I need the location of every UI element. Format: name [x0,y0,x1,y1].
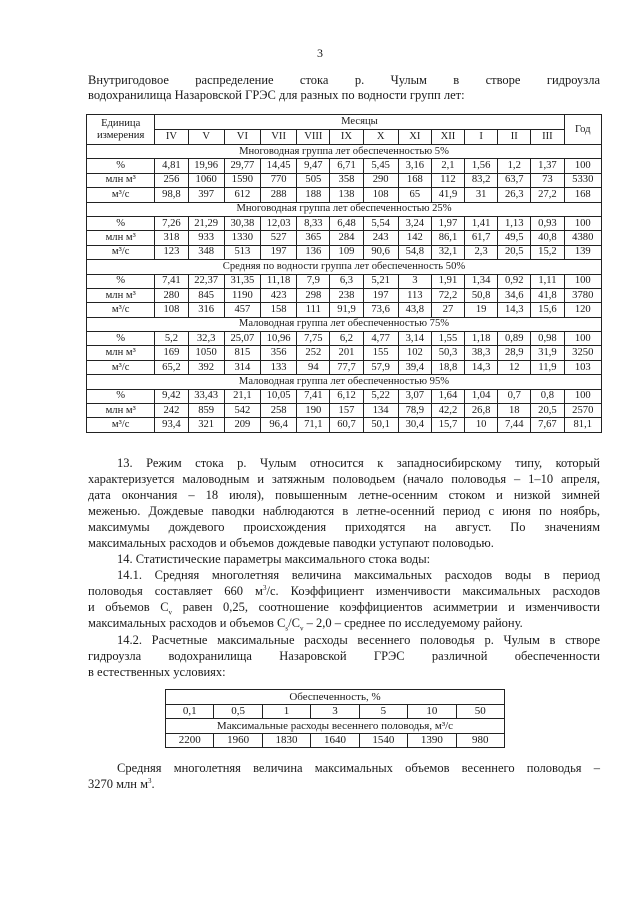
page-number: 3 [317,46,323,60]
value-cell: 138 [330,188,363,202]
probability-cell: 3 [311,704,359,719]
value-cell: 6,71 [330,159,363,173]
value-cell: 3 [398,274,431,288]
year-cell: 3250 [564,346,601,360]
unit-header-line-2: измерения [97,129,145,141]
value-cell: 7,41 [297,389,330,403]
months-row [87,130,602,145]
paragraph-14: 14. Статистические параметры максимального стока воды: [117,552,431,566]
value-cell: 513 [224,245,260,259]
year-cell: 100 [564,216,601,230]
p142-line-2: гидроузла водохранилища Назаровской ГРЭС различной обеспеченности [88,649,600,663]
p141-line-2: половодья составляет 660 $м^3/с$. Коэффициент изменчивости максимальных расходов [88,583,601,598]
group-title-row [87,317,602,331]
value-cell: 1,04 [465,389,498,403]
unit-header-line-1: Единица [101,117,141,129]
value-cell: 27,2 [531,188,564,202]
value-cell: 190 [297,404,330,418]
discharge-value-cell: 1540 [359,733,407,748]
value-cell: 290 [363,173,398,187]
value-cell: 41,9 [431,188,464,202]
value-cell: 31,9 [531,346,564,360]
group-title: Маловодная группа лет обеспеченностью 75% [87,317,602,331]
unit-cell: м³/с [87,188,155,202]
unit-cell: м³/с [87,303,155,317]
value-cell: 256 [155,173,188,187]
value-cell: 1,11 [531,274,564,288]
p13-line-6: максимальных расходов и объемов дождевые паводки уступают половодью. [88,536,494,550]
probability-header: Обеспеченность, % [166,690,505,705]
value-cell: 1050 [188,346,224,360]
value-cell: 73,6 [363,303,398,317]
value-cell: 1,2 [498,159,531,173]
month-header-cell: IX [330,130,363,145]
value-cell: 18 [498,404,531,418]
value-cell: 397 [188,188,224,202]
year-cell: 4380 [564,231,601,245]
value-cell: 33,43 [188,389,224,403]
p141-line-4: максимальных расходов и объемов $C_s/C_v - 2,0$ – среднее по исследуемому району. [88,616,523,633]
table-row [87,159,602,173]
value-cell: 108 [155,303,188,317]
value-cell: 1,18 [465,332,498,346]
value-cell: 136 [297,245,330,259]
group-title: Многоводная группа лет обеспеченностью 25% [87,202,602,216]
value-cell: 3,07 [398,389,431,403]
value-cell: 86,1 [431,231,464,245]
year-cell: 81,1 [564,418,601,432]
year-cell: 168 [564,188,601,202]
value-cell: 50,1 [363,418,398,432]
value-cell: 32,3 [188,332,224,346]
year-cell: 120 [564,303,601,317]
value-cell: 29,77 [224,159,260,173]
value-cell: 5,22 [363,389,398,403]
final-line-2: 3270 млн $м^3$. [88,776,155,791]
unit-cell: м³/с [87,245,155,259]
value-cell: 1,64 [431,389,464,403]
value-cell: 188 [297,188,330,202]
year-cell: 3780 [564,288,601,302]
discharge-values-row [166,733,505,748]
value-cell: 10,05 [261,389,297,403]
value-cell: 77,7 [330,360,363,374]
value-cell: 14,3 [498,303,531,317]
intro-line-1: Внутригодовое распределение стока р. Чулым в створе гидроузла [88,73,600,87]
value-cell: 348 [188,245,224,259]
value-cell: 0,7 [498,389,531,403]
value-cell: 155 [363,346,398,360]
group-title-row [87,375,602,389]
value-cell: 1,13 [498,216,531,230]
value-cell: 57,9 [363,360,398,374]
value-cell: 5,21 [363,274,398,288]
value-cell: 4,81 [155,159,188,173]
value-cell: 298 [297,288,330,302]
value-cell: 12 [498,360,531,374]
table-row [87,231,602,245]
month-header-cell: VII [261,130,297,145]
value-cell: 284 [330,231,363,245]
value-cell: 18,8 [431,360,464,374]
value-cell: 859 [188,404,224,418]
value-cell: 31,35 [224,274,260,288]
probability-cell: 50 [456,704,504,719]
p13-line-3: дата окончания – 18 июля), повышенным летне-осенним стоком и низкой зимней [88,488,600,502]
value-cell: 7,41 [155,274,188,288]
value-cell: 1,34 [465,274,498,288]
group-title: Многоводная группа лет обеспеченностью 5% [87,145,602,159]
value-cell: 288 [261,188,297,202]
value-cell: 0,8 [531,389,564,403]
value-cell: 50,8 [465,288,498,302]
probability-cell: 5 [359,704,407,719]
value-cell: 98,8 [155,188,188,202]
paragraph-14-1 [88,567,600,631]
value-cell: 612 [224,188,260,202]
value-cell: 72,2 [431,288,464,302]
p142-line-3: в естественных условиях: [88,665,226,679]
unit-cell: млн м³ [87,231,155,245]
value-cell: 201 [330,346,363,360]
months-header: Месяцы [155,115,564,130]
value-cell: 280 [155,288,188,302]
value-cell: 158 [261,303,297,317]
value-cell: 356 [261,346,297,360]
value-cell: 49,5 [498,231,531,245]
value-cell: 1,56 [465,159,498,173]
value-cell: 6,2 [330,332,363,346]
value-cell: 365 [297,231,330,245]
month-header-cell: IV [155,130,188,145]
value-cell: 258 [261,404,297,418]
value-cell: 7,26 [155,216,188,230]
month-header-cell: XI [398,130,431,145]
table-row [87,360,602,374]
value-cell: 41,8 [531,288,564,302]
p13-line-4: меженью. Дождевые паводки наблюдаются в летне-осенний период с июня по ноябрь, [88,504,600,518]
value-cell: 65 [398,188,431,202]
value-cell: 933 [188,231,224,245]
value-cell: 39,4 [398,360,431,374]
unit-cell: млн м³ [87,404,155,418]
value-cell: 3,24 [398,216,431,230]
table-row [87,216,602,230]
max-discharge-table [165,689,505,748]
value-cell: 1,97 [431,216,464,230]
value-cell: 197 [363,288,398,302]
flow-distribution-table [86,114,602,433]
month-header-cell: XII [431,130,464,145]
unit-cell: м³/с [87,418,155,432]
value-cell: 134 [363,404,398,418]
value-cell: 1060 [188,173,224,187]
value-cell: 133 [261,360,297,374]
value-cell: 1,37 [531,159,564,173]
value-cell: 815 [224,346,260,360]
month-header-cell: X [363,130,398,145]
value-cell: 2,3 [465,245,498,259]
month-header-cell: V [188,130,224,145]
group-title: Средняя по водности группа лет обеспеченность 50% [87,260,602,274]
table-row [87,173,602,187]
value-cell: 20,5 [531,404,564,418]
paragraph-14-2 [88,632,600,680]
intro-line-2: водохранилища Назаровской ГРЭС для разных по водности групп лет: [88,88,465,102]
value-cell: 318 [155,231,188,245]
discharge-value-cell: 1830 [262,733,310,748]
value-cell: 770 [261,173,297,187]
value-cell: 50,3 [431,346,464,360]
table-row [87,404,602,418]
value-cell: 527 [261,231,297,245]
value-cell: 197 [261,245,297,259]
unit-cell: м³/с [87,360,155,374]
p141-line-1: 14.1. Средняя многолетняя величина максимальных расходов воды в период [117,568,600,582]
discharge-value-cell: 980 [456,733,504,748]
probability-row [166,704,505,719]
flow-table-body [87,145,602,433]
value-cell: 11,9 [531,360,564,374]
year-cell: 5330 [564,173,601,187]
group-title-row [87,260,602,274]
value-cell: 14,3 [465,360,498,374]
group-title: Маловодная группа лет обеспеченностью 95% [87,375,602,389]
value-cell: 90,6 [363,245,398,259]
value-cell: 27 [431,303,464,317]
value-cell: 0,92 [498,274,531,288]
value-cell: 0,89 [498,332,531,346]
value-cell: 61,7 [465,231,498,245]
discharge-value-cell: 2200 [166,733,214,748]
table-row [87,188,602,202]
value-cell: 142 [398,231,431,245]
value-cell: 6,12 [330,389,363,403]
value-cell: 392 [188,360,224,374]
year-cell: 100 [564,274,601,288]
month-header-cell: I [465,130,498,145]
group-title-row [87,202,602,216]
unit-cell: % [87,389,155,403]
discharge-value-cell: 1640 [311,733,359,748]
p142-line-1: 14.2. Расчетные максимальные расходы весеннего половодья р. Чулым в створе [117,633,600,647]
value-cell: 157 [330,404,363,418]
year-header: Год [564,115,601,145]
p141-line-3: и объемов $C_v$ равен 0,25, соотношение коэффициентов асимметрии и изменчивости [88,600,600,617]
month-header-cell: VI [224,130,260,145]
value-cell: 54,8 [398,245,431,259]
value-cell: 15,7 [431,418,464,432]
table-row [87,346,602,360]
probability-cell: 0,1 [166,704,214,719]
value-cell: 21,1 [224,389,260,403]
year-cell: 2570 [564,404,601,418]
value-cell: 7,44 [498,418,531,432]
unit-cell: % [87,332,155,346]
value-cell: 6,48 [330,216,363,230]
year-cell: 139 [564,245,601,259]
value-cell: 40,8 [531,231,564,245]
value-cell: 321 [188,418,224,432]
value-cell: 91,9 [330,303,363,317]
value-cell: 316 [188,303,224,317]
value-cell: 112 [431,173,464,187]
month-header-cell: II [498,130,531,145]
month-header-cell: VIII [297,130,330,145]
value-cell: 20,5 [498,245,531,259]
value-cell: 7,67 [531,418,564,432]
table-row [87,418,602,432]
table-row [87,288,602,302]
table-row [87,389,602,403]
value-cell: 19,96 [188,159,224,173]
year-cell: 100 [564,332,601,346]
value-cell: 7,75 [297,332,330,346]
paragraph-13 [88,455,600,551]
value-cell: 169 [155,346,188,360]
value-cell: 63,7 [498,173,531,187]
group-title-row [87,145,602,159]
value-cell: 25,07 [224,332,260,346]
unit-cell: % [87,216,155,230]
value-cell: 26,3 [498,188,531,202]
value-cell: 9,42 [155,389,188,403]
year-cell: 103 [564,360,601,374]
year-cell: 100 [564,389,601,403]
value-cell: 0,93 [531,216,564,230]
p13-line-5: максимумы дождевого происхождения приходятся на август. По значениям [88,520,600,534]
value-cell: 0,98 [531,332,564,346]
final-line-1: Средняя многолетняя величина максимальных объемов весеннего половодья – [117,761,600,775]
value-cell: 8,33 [297,216,330,230]
value-cell: 96,4 [261,418,297,432]
value-cell: 78,9 [398,404,431,418]
value-cell: 5,2 [155,332,188,346]
value-cell: 5,45 [363,159,398,173]
value-cell: 43,8 [398,303,431,317]
value-cell: 15,6 [531,303,564,317]
value-cell: 123 [155,245,188,259]
value-cell: 38,3 [465,346,498,360]
value-cell: 30,4 [398,418,431,432]
discharge-value-cell: 1960 [214,733,262,748]
value-cell: 242 [155,404,188,418]
value-cell: 243 [363,231,398,245]
value-cell: 1,41 [465,216,498,230]
value-cell: 26,8 [465,404,498,418]
value-cell: 102 [398,346,431,360]
value-cell: 60,7 [330,418,363,432]
value-cell: 4,77 [363,332,398,346]
value-cell: 1190 [224,288,260,302]
value-cell: 9,47 [297,159,330,173]
final-paragraph [88,760,600,792]
value-cell: 94 [297,360,330,374]
value-cell: 21,29 [188,216,224,230]
unit-cell: % [87,159,155,173]
value-cell: 252 [297,346,330,360]
value-cell: 7,9 [297,274,330,288]
table-row [87,245,602,259]
value-cell: 10,96 [261,332,297,346]
value-cell: 71,1 [297,418,330,432]
value-cell: 2,1 [431,159,464,173]
unit-header [87,115,155,145]
value-cell: 12,03 [261,216,297,230]
value-cell: 423 [261,288,297,302]
value-cell: 11,18 [261,274,297,288]
unit-cell: млн м³ [87,346,155,360]
value-cell: 505 [297,173,330,187]
value-cell: 10 [465,418,498,432]
value-cell: 209 [224,418,260,432]
p13-line-2: характеризуется маловодным и затяжным половодьем (начало половодья – 1–10 апреля, [88,472,600,486]
value-cell: 22,37 [188,274,224,288]
value-cell: 109 [330,245,363,259]
value-cell: 30,38 [224,216,260,230]
value-cell: 83,2 [465,173,498,187]
value-cell: 1,55 [431,332,464,346]
value-cell: 542 [224,404,260,418]
value-cell: 6,3 [330,274,363,288]
value-cell: 1590 [224,173,260,187]
value-cell: 93,4 [155,418,188,432]
value-cell: 19 [465,303,498,317]
intro-paragraph [88,73,600,103]
value-cell: 42,2 [431,404,464,418]
year-cell: 100 [564,159,601,173]
value-cell: 3,14 [398,332,431,346]
value-cell: 28,9 [498,346,531,360]
month-header-cell: III [531,130,564,145]
value-cell: 457 [224,303,260,317]
value-cell: 1,91 [431,274,464,288]
value-cell: 5,54 [363,216,398,230]
table-row [87,332,602,346]
value-cell: 238 [330,288,363,302]
probability-cell: 1 [262,704,310,719]
value-cell: 845 [188,288,224,302]
value-cell: 14,45 [261,159,297,173]
value-cell: 1330 [224,231,260,245]
table-row [87,303,602,317]
p13-line-1: 13. Режим стока р. Чулым относится к западносибирскому типу, который [117,456,600,470]
value-cell: 31 [465,188,498,202]
unit-cell: млн м³ [87,288,155,302]
unit-cell: % [87,274,155,288]
value-cell: 168 [398,173,431,187]
value-cell: 15,2 [531,245,564,259]
discharge-value-cell: 1390 [408,733,456,748]
value-cell: 32,1 [431,245,464,259]
value-cell: 314 [224,360,260,374]
probability-cell: 10 [408,704,456,719]
value-cell: 65,2 [155,360,188,374]
value-cell: 3,16 [398,159,431,173]
unit-cell: млн м³ [87,173,155,187]
value-cell: 113 [398,288,431,302]
discharge-subheader: Максимальные расходы весеннего половодья, м³/с [166,719,505,734]
value-cell: 34,6 [498,288,531,302]
value-cell: 358 [330,173,363,187]
value-cell: 73 [531,173,564,187]
table-row [87,274,602,288]
value-cell: 111 [297,303,330,317]
value-cell: 108 [363,188,398,202]
probability-cell: 0,5 [214,704,262,719]
